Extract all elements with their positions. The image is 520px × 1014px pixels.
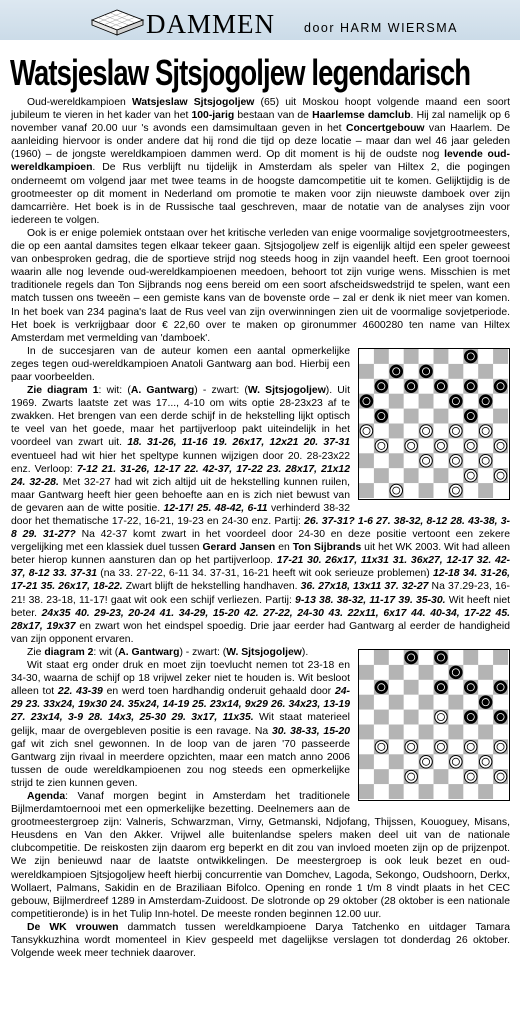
light-square: [404, 423, 419, 438]
article-headline: Watsjeslaw Sjtsjogoljew legendarisch: [10, 52, 471, 93]
light-square: [404, 393, 419, 408]
move-notation: 9-13 38. 38-32, 11-17 39. 35-30.: [295, 594, 446, 606]
light-square: [389, 408, 404, 423]
light-square: [434, 754, 449, 769]
board-grid: [359, 349, 508, 498]
light-square: [374, 724, 389, 739]
white-piece: [450, 755, 463, 768]
text-run: Zie: [27, 646, 45, 658]
dark-square: [374, 650, 389, 665]
dark-square: [419, 724, 434, 739]
light-square: [478, 739, 493, 754]
bold-text: Gerard Jansen: [202, 542, 276, 554]
article-body: [11, 96, 510, 960]
light-square: [463, 453, 478, 468]
move-notation: 18. 31-26, 11-16 19. 26x17, 12x21 20. 37-31: [127, 437, 350, 449]
dark-square: [434, 468, 449, 483]
text-run: ) - zwart: (: [179, 646, 227, 658]
dark-square: [389, 393, 404, 408]
bold-text: diagram 2: [44, 646, 94, 658]
paragraph: [11, 96, 510, 227]
move-notation: 17-21 30. 26x17, 11x31 31. 36x27, 12-17 32. 42-37, 8-12 33. 37-31: [11, 555, 511, 580]
light-square: [419, 650, 434, 665]
dark-square: [419, 665, 434, 680]
dark-square: [389, 423, 404, 438]
dark-square: [404, 408, 419, 423]
text-run: en: [275, 542, 293, 554]
light-square: [359, 349, 374, 364]
dark-square: [434, 349, 449, 364]
light-square: [419, 349, 434, 364]
light-square: [434, 784, 449, 799]
text-run: dammatch tussen wereldkampioene Darya Tatchenko en uitdager Tamara Tansykkuzhina wordt momenteel in Kiev gespeeld met dagelijkse verslagen tot donderdag 26 oktober. Volgende week meer techniek daarover.: [11, 921, 510, 960]
light-square: [419, 468, 434, 483]
dark-square: [374, 769, 389, 784]
light-square: [448, 769, 463, 784]
dark-square: [478, 483, 493, 498]
dark-square: [389, 453, 404, 468]
light-square: [493, 695, 508, 710]
dark-square: [374, 468, 389, 483]
bold-text: W. Sjtsjogoljew: [247, 385, 326, 397]
black-piece: [435, 651, 448, 664]
light-square: [434, 393, 449, 408]
light-square: [463, 695, 478, 710]
black-piece: [479, 395, 492, 408]
dark-square: [389, 754, 404, 769]
light-square: [463, 754, 478, 769]
text-run: eventueel had wit hier het speltype kunnen wijzigen door 20. 28-23x22 enz. Verloop:: [11, 450, 350, 475]
move-notation: 12-17! 25. 48-42, 6-11: [163, 502, 268, 514]
text-run: Oud-wereldkampioen: [27, 97, 132, 108]
light-square: [434, 483, 449, 498]
light-square: [463, 483, 478, 498]
dark-square: [419, 784, 434, 799]
dark-square: [493, 650, 508, 665]
paragraph: [11, 921, 510, 960]
light-square: [478, 468, 493, 483]
text-run: : Vanaf morgen begint in Amsterdam het traditionele Bijlmerdamtoernooi met een opmerkelijke bezetting. Deelnemers aan de grootmeestergroep zijn: Valneris, Schwarzman, Virny, Getmanski, Ndjofang, Thijssen, Kouoguey, Misans, Heusdens en Van den Akker. Vrijwel alle buitenlandse spelers maken deel uit van de nationale clubcompetitie. De reiskosten zijn daarom erg beperkt en dit zou van invloed moeten zijn op de prijzenpot. We zijn benieuwd naar de laatste ontwikkelingen. De meestergroep is ook leuk bezet en oud-wereldkampioen Sjtsjogoljew heeft hierbij concurrentie van Domchev, Lagoda, Sekongo, Oudshoorn, Derkx, Wollaert, Palmans, Sakidin en de Braziliaan Bifolco. Opening en ronde 1 t/m 8 vindt plaats in het CEC gebouw, Bijlmerdreef 1289 in Amsterdam-Zuidoost. De slotronde op 29 oktober (28 oktober is een nationale competitieronde) is in het Tulip Inn-hotel. De meeste ronden beginnen 12.00 uur.: [11, 790, 510, 920]
white-piece: [435, 439, 448, 452]
white-piece: [405, 741, 418, 754]
move-notation: 7-12 21. 31-26, 12-17 22. 42-37, 17-22 23. 28x17, 21x12 24. 32-28.: [11, 463, 350, 488]
white-piece: [494, 741, 507, 754]
light-square: [374, 453, 389, 468]
white-piece: [450, 484, 463, 497]
black-piece: [494, 711, 507, 724]
light-square: [359, 468, 374, 483]
column-byline: door HARM WIERSMA: [304, 21, 458, 35]
bold-text: De WK vrouwen: [27, 921, 119, 933]
light-square: [478, 769, 493, 784]
text-run: en zwart won het eindspel spoedig. Drie jaar eerder had Gantwarg al eerder de handigheid van zijn opponent ervaren.: [11, 620, 510, 645]
light-square: [404, 784, 419, 799]
white-piece: [450, 424, 463, 437]
text-run: ). Uit 1969. Zwarts laatste zet was 17..., 4-10 om wits optie 28-23x23 af te zwakken. Het brengen van een derde schijf in de hekstelling lijkt optisch te veel van het goede, maar het partijverloop pakt uiteindelijk in het voordeel van zwart uit.: [11, 385, 350, 449]
light-square: [359, 438, 374, 453]
black-piece: [375, 380, 388, 393]
light-square: [389, 379, 404, 394]
bold-text: Concertgebouw: [345, 123, 425, 135]
black-piece: [375, 681, 388, 694]
white-piece: [479, 454, 492, 467]
light-square: [434, 665, 449, 680]
light-square: [478, 680, 493, 695]
text-run: Wit staat erg onder druk en moet zijn toevlucht nemen tot 23-18 en 34-30, waarna de schijf op 18 vrijwel zeker niet te houden is. Wit besloot alleen tot: [11, 660, 350, 698]
dark-square: [359, 665, 374, 680]
dark-square: [448, 784, 463, 799]
light-square: [478, 438, 493, 453]
white-piece: [360, 424, 373, 437]
diagram-2-board: [358, 649, 510, 801]
black-piece: [375, 410, 388, 423]
white-piece: [405, 770, 418, 783]
white-piece: [420, 454, 433, 467]
move-notation: 26. 37-31? 1-6 27. 38-32, 8-12 28. 43-38, 3-8 29. 31-27?: [11, 516, 511, 541]
dark-square: [419, 695, 434, 710]
light-square: [448, 468, 463, 483]
column-masthead: [0, 0, 520, 40]
light-square: [404, 695, 419, 710]
white-piece: [464, 469, 477, 482]
light-square: [404, 364, 419, 379]
move-notation: 36. 27x18, 13x11 37. 32-27: [300, 581, 429, 593]
light-square: [389, 739, 404, 754]
white-piece: [435, 741, 448, 754]
bold-text: Haarlemse damclub: [312, 110, 411, 122]
dark-square: [359, 784, 374, 799]
dark-square: [463, 650, 478, 665]
dark-square: [359, 483, 374, 498]
dark-square: [374, 710, 389, 725]
light-square: [434, 364, 449, 379]
text-run: Na 42-37 komt zwart in het voordeel door 24-30 en deze positie vertoont een zekere vergelijking met een klassiek duel tussen: [11, 529, 510, 554]
light-square: [463, 665, 478, 680]
light-square: [359, 650, 374, 665]
text-run: Wit heeft niet beter.: [11, 594, 510, 619]
black-piece: [464, 350, 477, 363]
bold-text: W. Sjtsjogoljew: [226, 646, 302, 658]
light-square: [389, 349, 404, 364]
light-square: [419, 710, 434, 725]
dark-square: [389, 784, 404, 799]
light-square: [404, 483, 419, 498]
light-square: [448, 379, 463, 394]
light-square: [359, 680, 374, 695]
black-piece: [464, 380, 477, 393]
light-square: [493, 784, 508, 799]
white-piece: [464, 439, 477, 452]
white-piece: [390, 484, 403, 497]
dark-square: [419, 393, 434, 408]
dark-square: [419, 483, 434, 498]
text-run: bestaan van de: [234, 110, 313, 122]
dark-square: [448, 695, 463, 710]
dark-square: [359, 695, 374, 710]
black-piece: [405, 651, 418, 664]
dark-square: [478, 724, 493, 739]
move-notation: 24-29 23. 33x24, 19x30 24. 35x24, 14-19 25. 23x14, 9x29 26. 34x23, 13-19 27. 23x14, 3-9 28. 14x3, 25-30 29. 3x17, 11x35.: [11, 686, 350, 724]
black-piece: [494, 380, 507, 393]
light-square: [493, 724, 508, 739]
light-square: [419, 408, 434, 423]
light-square: [359, 408, 374, 423]
dark-square: [493, 349, 508, 364]
paragraph: [11, 227, 510, 345]
text-run: (65) uit Moskou hoopt volgende maand een soort jubileum te vieren in het kader van het: [11, 97, 510, 122]
dark-square: [478, 364, 493, 379]
light-square: [478, 710, 493, 725]
black-piece: [405, 380, 418, 393]
bold-text: Zie diagram 1: [27, 385, 99, 397]
dark-square: [359, 453, 374, 468]
light-square: [463, 393, 478, 408]
dark-square: [404, 468, 419, 483]
light-square: [389, 438, 404, 453]
light-square: [448, 739, 463, 754]
text-run: . De Rus verblijft nu tijdelijk in Amsterdam als speler van Hiltex 2, die pogingen onderneemt om volgend jaar met twee teams in de hoogste damcompetitie uit te komen. Gelijktijdig is de grootmeester op dit moment in Nederland om promotie te maken voor zijn nieuwste damboek over zijn damcarrière. Het boek is in de Russische taal geschreven, maar de notatie van de analyses zijn voor iedereen te volgen.: [11, 162, 510, 226]
bold-text: Watsjeslaw Sjtsjogoljew: [131, 97, 255, 108]
text-run: van Haarlem. De aanleiding hiervoor is onder andere dat hij rond die tijd op deze locatie – maar dan wel 46 jaar geleden (1960) – de jongste wereldkampioen dammen werd. Op dit moment is hij de oudste nog: [11, 123, 510, 161]
light-square: [359, 739, 374, 754]
dark-square: [448, 364, 463, 379]
text-run: ) - zwart: (: [194, 385, 248, 397]
light-square: [493, 483, 508, 498]
light-square: [463, 423, 478, 438]
bold-text: A. Gantwarg: [130, 385, 195, 397]
light-square: [404, 453, 419, 468]
light-square: [374, 784, 389, 799]
light-square: [448, 710, 463, 725]
text-run: . Hij zal namelijk op 6 november vanaf 20.00 uur 's avonds een damsimultaan geven in het: [11, 110, 510, 135]
move-notation: 24x35 40. 29-23, 20-24 41. 34-29, 15-20 42. 27-22, 24-30 43. 22x11, 6x17 44. 40-34, 17-22 45. 28x17, 19x37: [11, 607, 510, 632]
light-square: [404, 754, 419, 769]
text-run: Wit staat materieel gelijk, maar de overgebleven positie is een ravage. Na: [11, 712, 350, 737]
light-square: [359, 769, 374, 784]
bold-text: Agenda: [27, 790, 66, 802]
bold-text: levende oud-wereldkampioen: [11, 149, 510, 174]
white-piece: [464, 770, 477, 783]
dark-square: [404, 680, 419, 695]
diagram-1-board: [358, 348, 510, 500]
light-square: [434, 423, 449, 438]
bold-text: 100-jarig: [191, 110, 235, 122]
text-run: Met 32-27 had wit zich altijd uit de hekstelling kunnen ruilen, maar Gantwarg heeft hier geen behoefte aan en is zich niet bewust van de gevaren aan de witte positie.: [11, 476, 350, 514]
dark-square: [434, 769, 449, 784]
black-piece: [390, 365, 403, 378]
black-piece: [420, 365, 433, 378]
light-square: [374, 423, 389, 438]
light-square: [448, 408, 463, 423]
light-square: [374, 483, 389, 498]
light-square: [389, 468, 404, 483]
light-square: [434, 695, 449, 710]
white-piece: [405, 439, 418, 452]
text-run: : wit (: [93, 646, 119, 658]
checkerboard-icon: [88, 4, 146, 38]
white-piece: [494, 469, 507, 482]
light-square: [434, 453, 449, 468]
white-piece: [450, 454, 463, 467]
black-piece: [464, 681, 477, 694]
light-square: [404, 665, 419, 680]
light-square: [359, 710, 374, 725]
dark-square: [359, 754, 374, 769]
light-square: [448, 438, 463, 453]
dark-square: [389, 695, 404, 710]
light-square: [493, 423, 508, 438]
column-title: DAMMEN: [146, 9, 276, 39]
light-square: [374, 754, 389, 769]
dark-square: [404, 349, 419, 364]
light-square: [478, 349, 493, 364]
white-piece: [435, 711, 448, 724]
light-square: [493, 364, 508, 379]
dark-square: [374, 349, 389, 364]
light-square: [374, 393, 389, 408]
dark-square: [448, 724, 463, 739]
light-square: [448, 650, 463, 665]
text-run: ).: [301, 646, 309, 658]
move-notation: 22. 43-39: [57, 686, 103, 698]
light-square: [374, 665, 389, 680]
black-piece: [435, 681, 448, 694]
light-square: [463, 364, 478, 379]
dark-square: [478, 665, 493, 680]
light-square: [478, 408, 493, 423]
light-square: [419, 438, 434, 453]
black-piece: [464, 410, 477, 423]
text-run: gaf wit zich snel gewonnen. In de loop van de jaren '70 passeerde Gantwarg zijn rivaal in meerdere opzichten, maar een match anno 2006 tussen de oude wereldkampioenen zou nog steeds een opmerkelijke strijd te zien kunnen geven.: [11, 738, 350, 789]
light-square: [389, 680, 404, 695]
paragraph: [11, 790, 510, 921]
light-square: [374, 364, 389, 379]
dark-square: [478, 784, 493, 799]
light-square: [463, 784, 478, 799]
move-notation: 12-18 34. 31-26, 17-21 35. 26x17, 18-22.: [11, 568, 510, 593]
black-piece: [435, 380, 448, 393]
light-square: [478, 379, 493, 394]
light-square: [374, 695, 389, 710]
dark-square: [434, 408, 449, 423]
black-piece: [494, 681, 507, 694]
text-run: In de succesjaren van de auteur komen een aantal opmerkelijke zeges tegen oud-wereldkampioen Anatoli Gantwarg aan bod. Hierbij een paar voorbeelden.: [11, 345, 350, 383]
white-piece: [494, 770, 507, 783]
black-piece: [450, 395, 463, 408]
black-piece: [464, 711, 477, 724]
dark-square: [404, 710, 419, 725]
white-piece: [479, 424, 492, 437]
light-square: [493, 393, 508, 408]
white-piece: [464, 741, 477, 754]
light-square: [389, 650, 404, 665]
light-square: [448, 349, 463, 364]
dark-square: [359, 724, 374, 739]
light-square: [404, 724, 419, 739]
light-square: [493, 665, 508, 680]
light-square: [463, 724, 478, 739]
white-piece: [375, 439, 388, 452]
dark-square: [359, 364, 374, 379]
black-piece: [360, 395, 373, 408]
text-run: en werd toen hardhandig onderuit gehaald door: [102, 686, 335, 698]
white-piece: [420, 755, 433, 768]
dark-square: [389, 724, 404, 739]
light-square: [389, 710, 404, 725]
light-square: [478, 650, 493, 665]
light-square: [419, 379, 434, 394]
text-run: Na 37.29-23, 16-21! 38. 23-18, 11-17! gaat wit ook een schijf verliezen. Partij:: [11, 581, 510, 606]
light-square: [389, 769, 404, 784]
white-piece: [479, 755, 492, 768]
white-piece: [494, 439, 507, 452]
white-piece: [420, 424, 433, 437]
black-piece: [450, 666, 463, 679]
text-run: uit het WK 2003. Wit had alleen beter hierop kunnen aansturen dan op het partijverloop.: [11, 542, 510, 567]
text-run: verhinderd 38-32 door het thematische 17-22, 16-21, 19-23 en 24-30 enz. Partij:: [11, 502, 350, 527]
text-run: Zwart blijft de hekstelling handhaven.: [122, 581, 301, 593]
light-square: [419, 680, 434, 695]
dark-square: [389, 665, 404, 680]
dark-square: [493, 408, 508, 423]
light-square: [448, 680, 463, 695]
text-run: : wit: (: [98, 385, 131, 397]
board-grid: [359, 650, 508, 799]
light-square: [493, 453, 508, 468]
bold-text: A. Gantwarg: [118, 646, 180, 658]
light-square: [493, 754, 508, 769]
light-square: [434, 724, 449, 739]
move-notation: 30. 38-33, 15-20: [271, 725, 350, 737]
light-square: [419, 769, 434, 784]
black-piece: [479, 696, 492, 709]
bold-text: Ton Sijbrands: [292, 542, 362, 554]
light-square: [419, 739, 434, 754]
white-piece: [375, 741, 388, 754]
text-run: (na 33. 27-22, 6-11 34. 37-31, 16-21 heeft wit ook serieuze problemen): [97, 568, 434, 580]
text-run: Ook is er enige polemiek ontstaan over het kritische verleden van enige voormalige sovjetgrootmeesters, die op een aantal damsites tegen elkaar tekeer gaan. Sjtsjogoljew zelf is eigenlijk altijd een speler geweest van onbesproken gedrag, die de sportieve strijd nog steeds hoog in zijn vaandel heeft. Een groot toernooi waarin alle nog levende oud-wereldkampioenen meedoen, behoort tot zijn vurige wens. Misschien is met traditionele regels dan Ton Sijbrands nog eens bereid om een soort afscheidswedstrijd te spelen, want een match tussen ons tweeën – een gemiste kans van de bovenste orde – zal er denk ik niet meer van komen. In het boek van 234 pagina's laat de Rus veel van zijn overwinningen zien uit de voormalige sovjetperiode. Het boek is verkrijgbaar door € 22,60 over te maken op gironummer 4600280 ten name van Hiltex Amsterdam met vermelding van 'damboek'.: [11, 227, 510, 344]
light-square: [359, 379, 374, 394]
